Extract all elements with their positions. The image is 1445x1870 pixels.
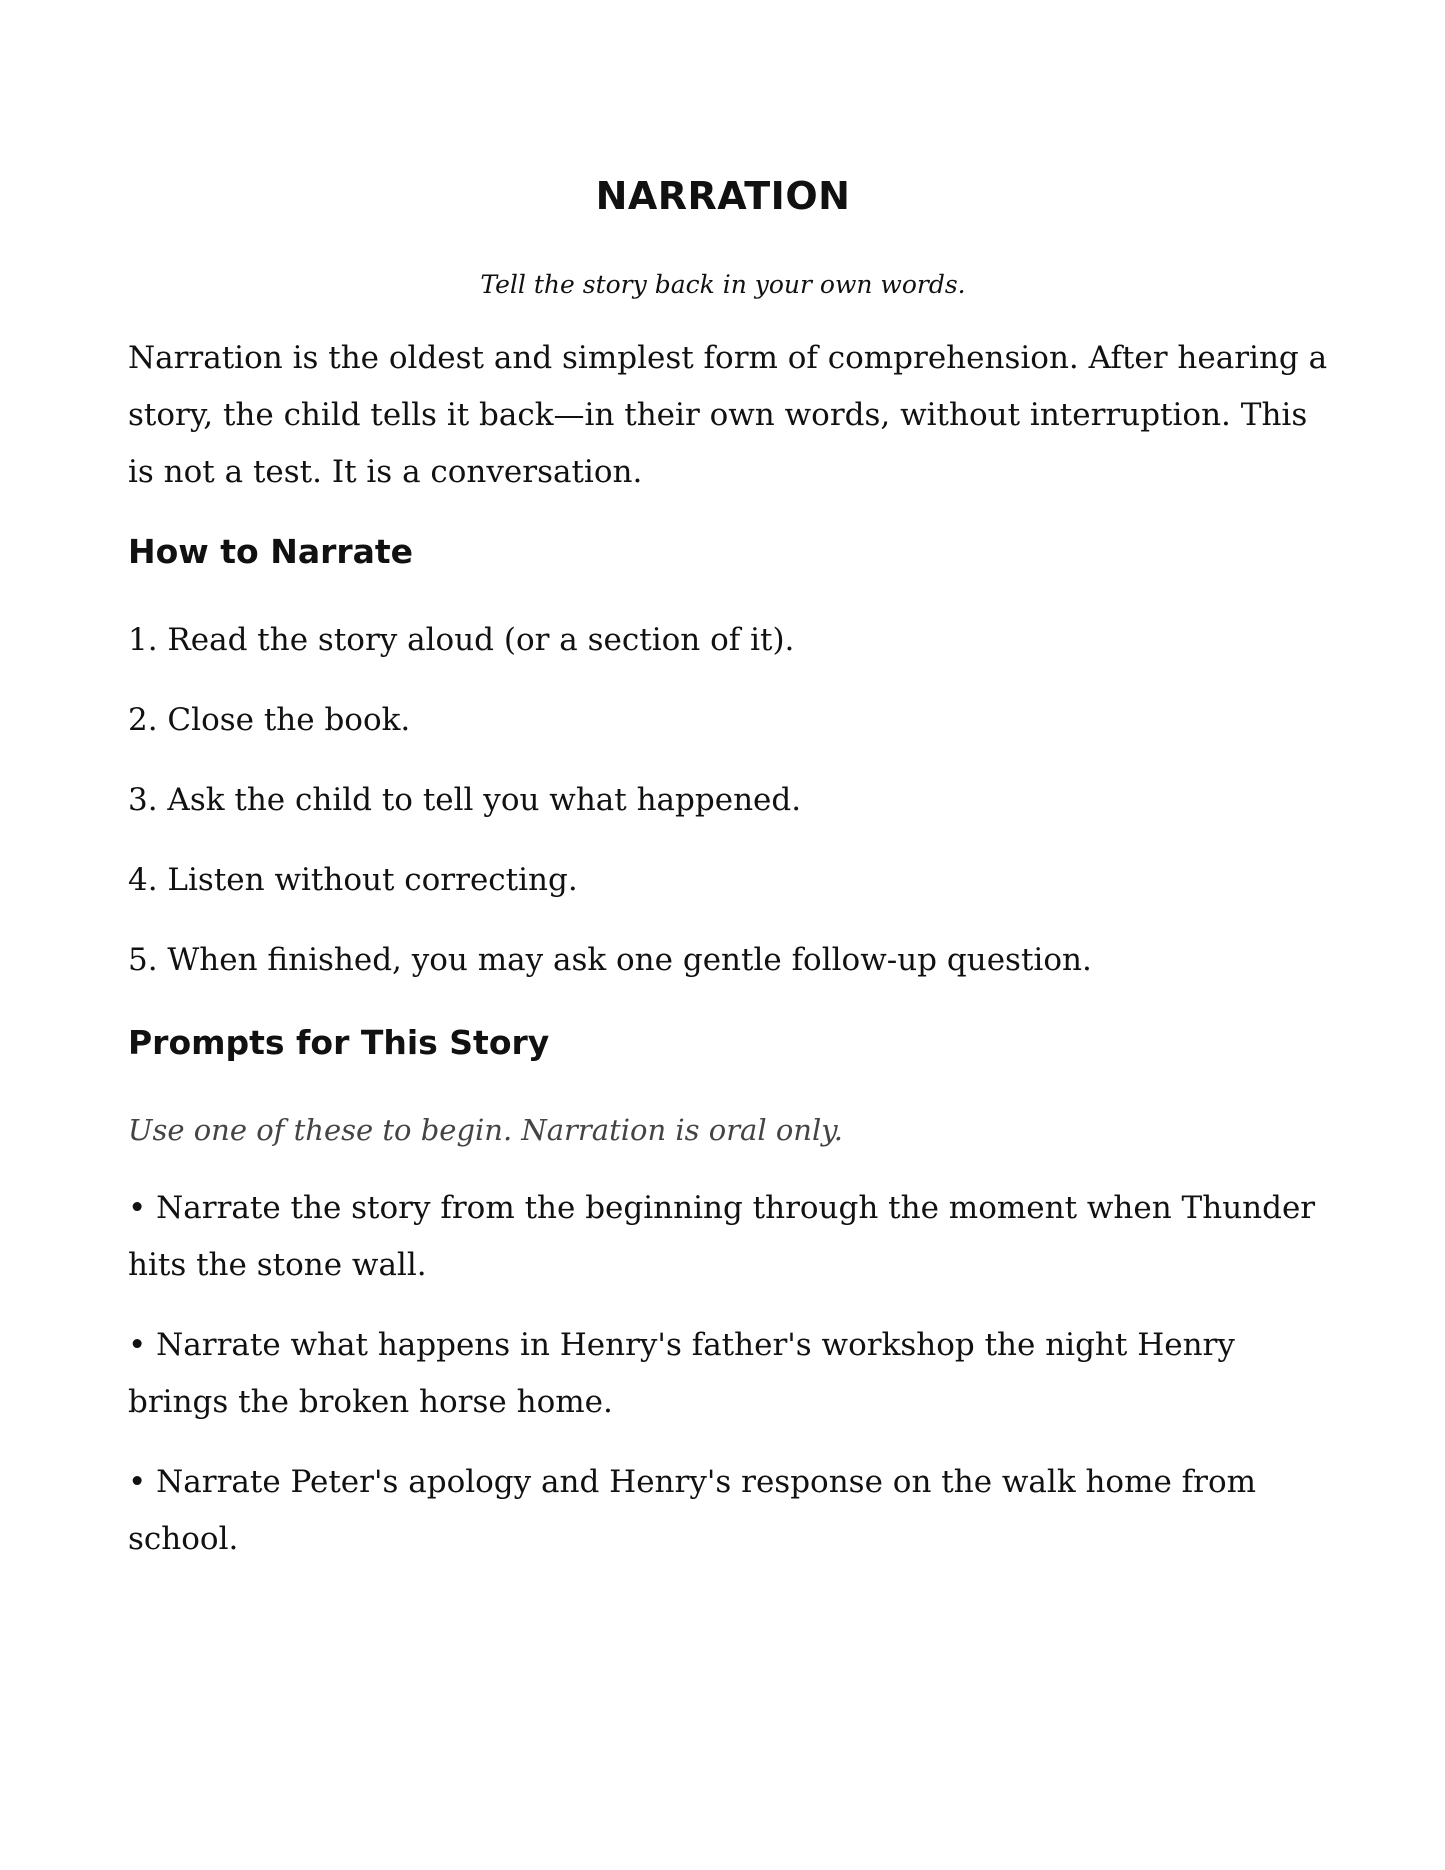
step-item: 2. Close the book. <box>128 702 411 738</box>
how-to-heading: How to Narrate <box>128 532 414 571</box>
step-item: 3. Ask the child to tell you what happened. <box>128 782 802 818</box>
prompt-item: • Narrate Peter's apology and Henry's response on the walk home from school. <box>128 1464 1257 1557</box>
step-item: 5. When finished, you may ask one gentle follow-up question. <box>128 942 1092 978</box>
page-subtitle: Tell the story back in your own words. <box>480 270 966 299</box>
step-item: 1. Read the story aloud (or a section of it). <box>128 622 795 658</box>
prompts-note: Use one of these to begin. Narration is oral only. <box>128 1113 844 1147</box>
prompt-item: • Narrate what happens in Henry's father's workshop the night Henry brings the broken horse home. <box>128 1327 1235 1420</box>
prompts-heading: Prompts for This Story <box>128 1023 550 1062</box>
prompt-item: • Narrate the story from the beginning through the moment when Thunder hits the stone wall. <box>128 1190 1316 1283</box>
step-item: 4. Listen without correcting. <box>128 862 578 898</box>
intro-paragraph: Narration is the oldest and simplest form of comprehension. After hearing a story, the child tells it back—in their own words, without interruption. This is not a test. It is a conversation. <box>128 340 1328 490</box>
page-title: NARRATION <box>595 174 851 218</box>
